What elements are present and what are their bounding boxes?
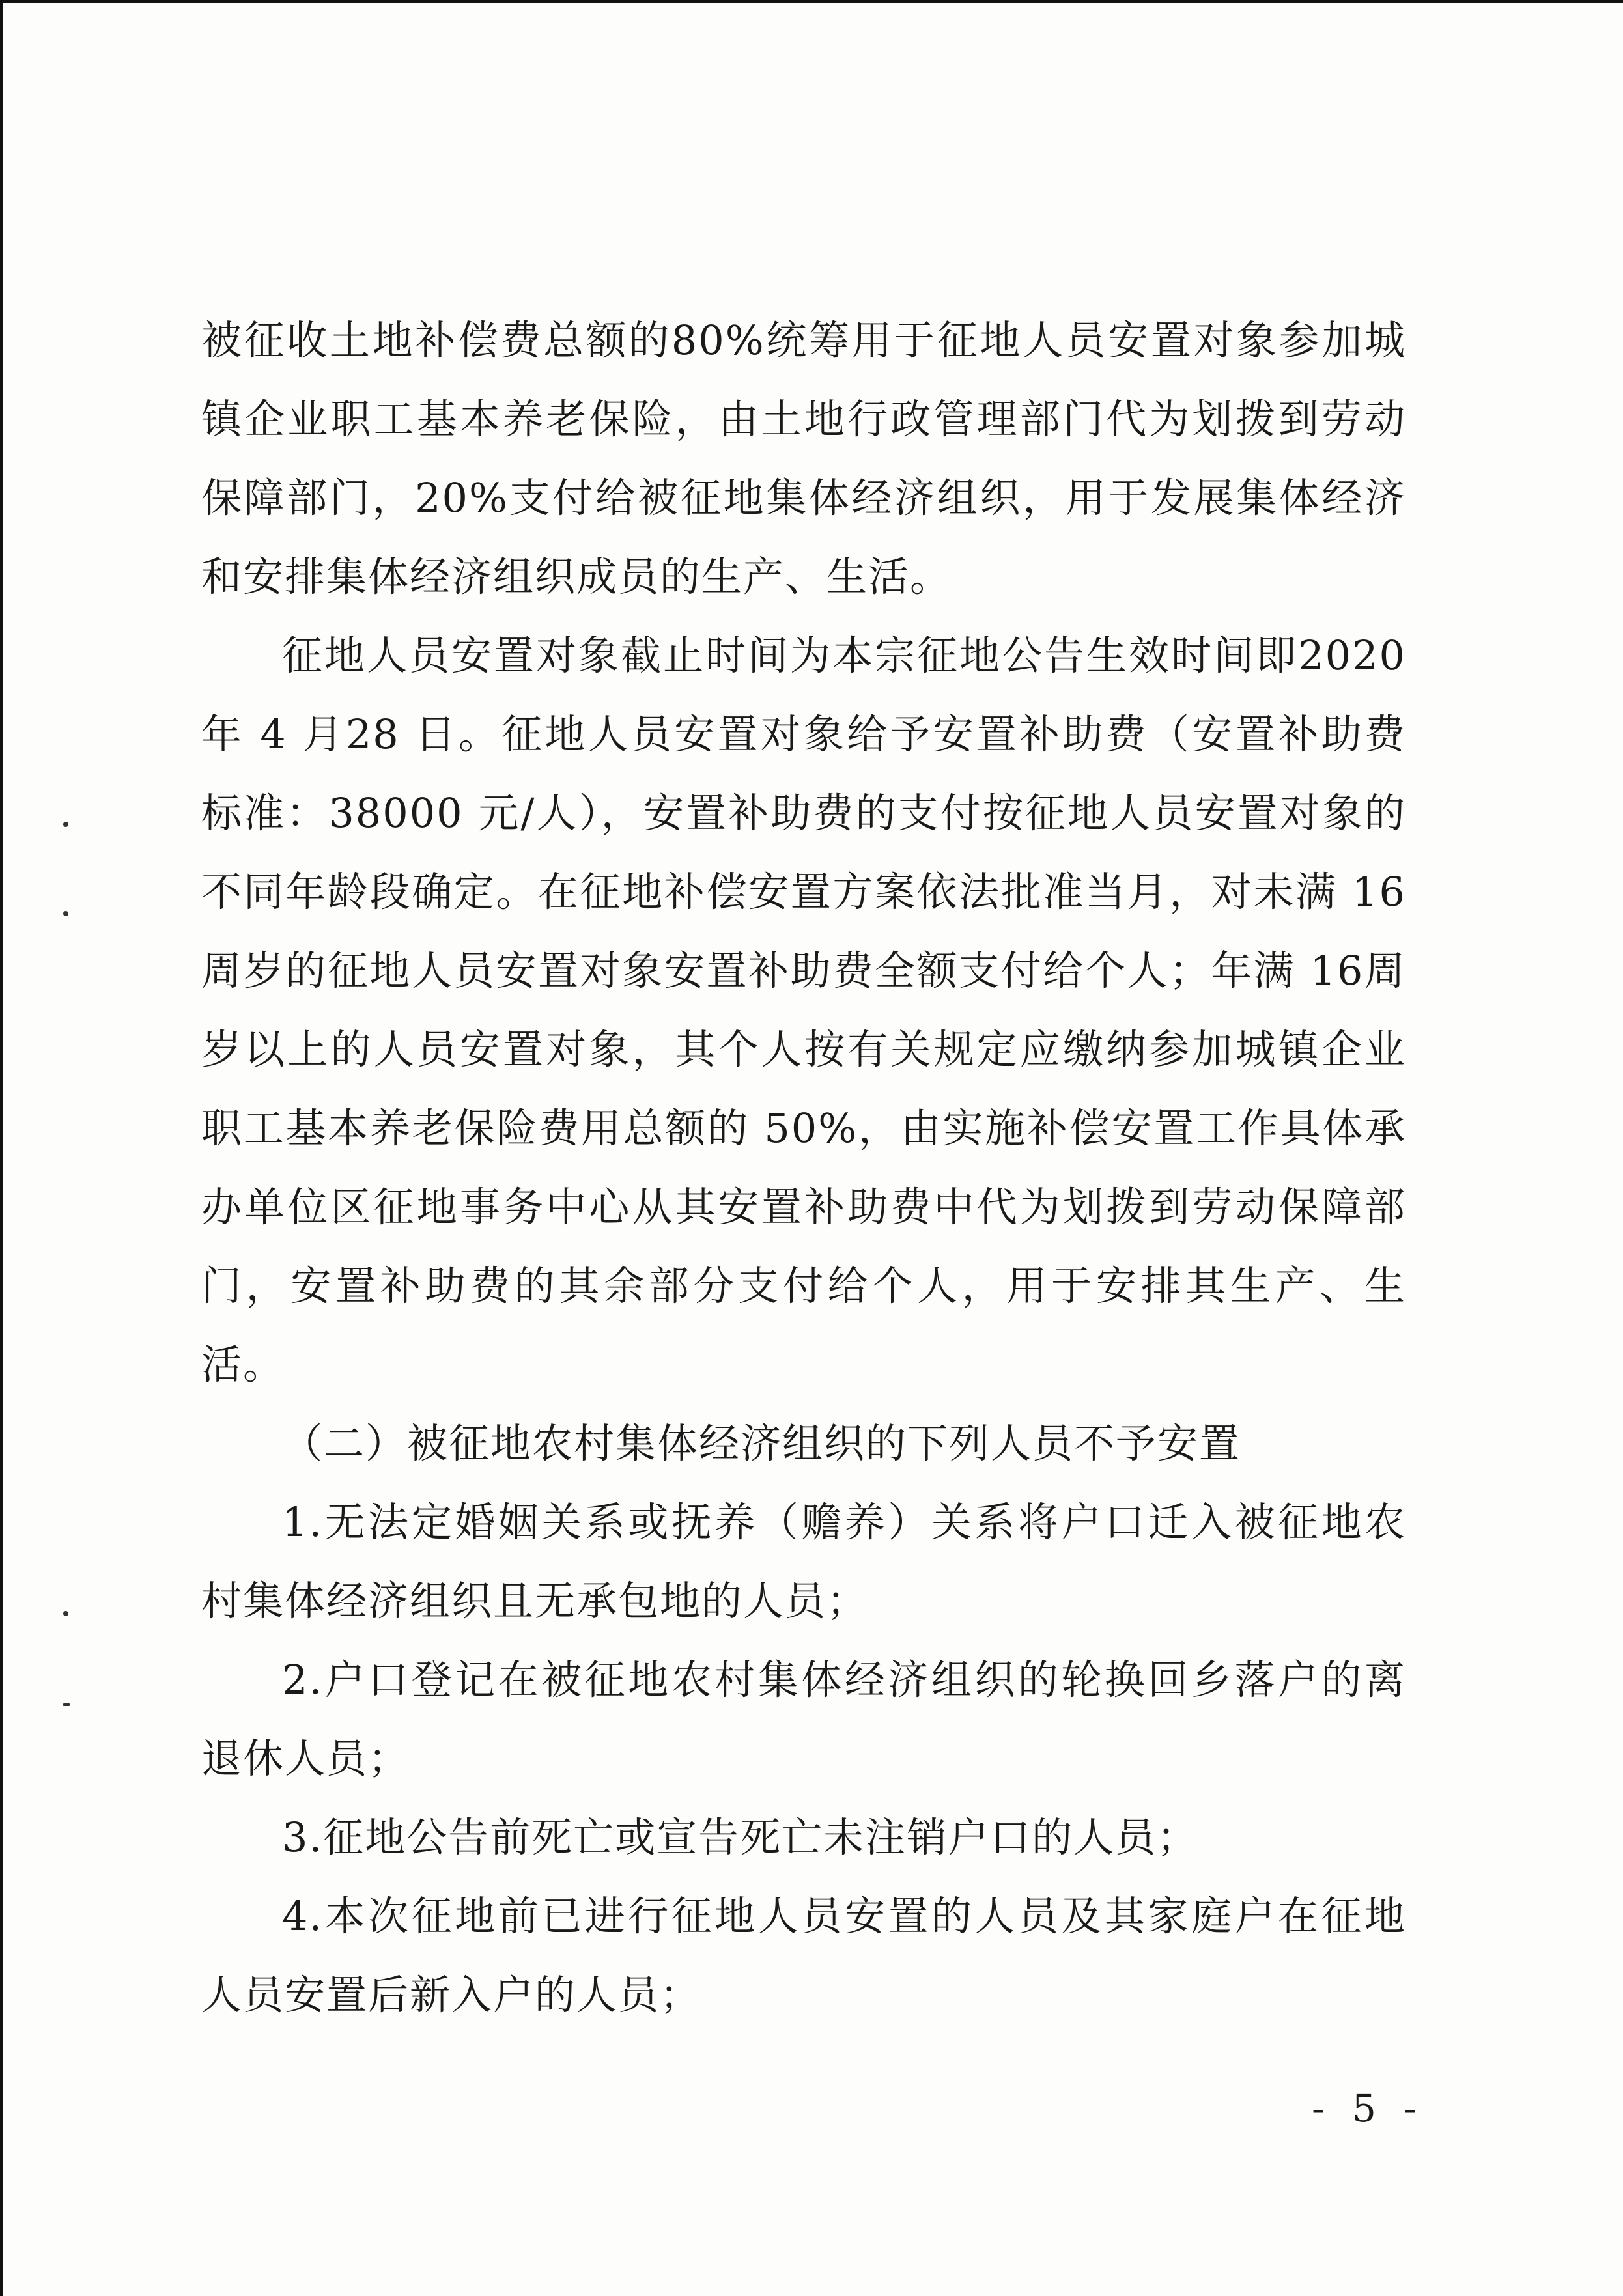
page-number: - 5 -	[1312, 2086, 1424, 2131]
list-item: 1.无法定婚姻关系或抚养（赡养）关系将户口迁入被征地农村集体经济组织且无承包地的人员；	[201, 1498, 1406, 1625]
binding-mark	[63, 911, 68, 916]
list-item: 3.征地公告前死亡或宣告死亡未注销户口的人员；	[282, 1813, 1199, 1861]
paragraph: 征地人员安置对象截止时间为本宗征地公告生效时间即2020 年 4 月28 日。征地人员安置对象给予安置补助费（安置补助费标准：38000 元/人），安置补助费的支付按征地人员安置对象的不同年龄段确定。在征地补偿安置方案依法批准当月，对未满 16周岁的征地人员安置对象安置补助费全额支付给个人；年满 16周岁以上的人员安置对象，其个人按有关规定应缴纳参加城镇企业职工基本养老保险费用总额的 50%，由实施补偿安置工作具体承办单位区征地事务中心从其安置补助费中代为划拨到劳动保障部门，安置补助费的其余部分支付给个人，用于安排其生产、生活。	[201, 632, 1406, 1388]
list-item: 4.本次征地前已进行征地人员安置的人员及其家庭户在征地人员安置后新入户的人员；	[201, 1892, 1406, 2019]
binding-mark	[63, 822, 68, 827]
binding-mark	[63, 1611, 68, 1616]
document-body	[201, 301, 1406, 2034]
paragraph: 被征收土地补偿费总额的80%统筹用于征地人员安置对象参加城镇企业职工基本养老保险，由土地行政管理部门代为划拨到劳动保障部门，20%支付给被征地集体经济组织，用于发展集体经济和安排集体经济组织成员的生产、生活。	[201, 316, 1406, 600]
section-heading: （二）被征地农村集体经济组织的下列人员不予安置	[282, 1420, 1241, 1467]
binding-mark	[63, 1703, 70, 1706]
list-item: 2.户口登记在被征地农村集体经济组织的轮换回乡落户的离退休人员；	[201, 1656, 1406, 1782]
